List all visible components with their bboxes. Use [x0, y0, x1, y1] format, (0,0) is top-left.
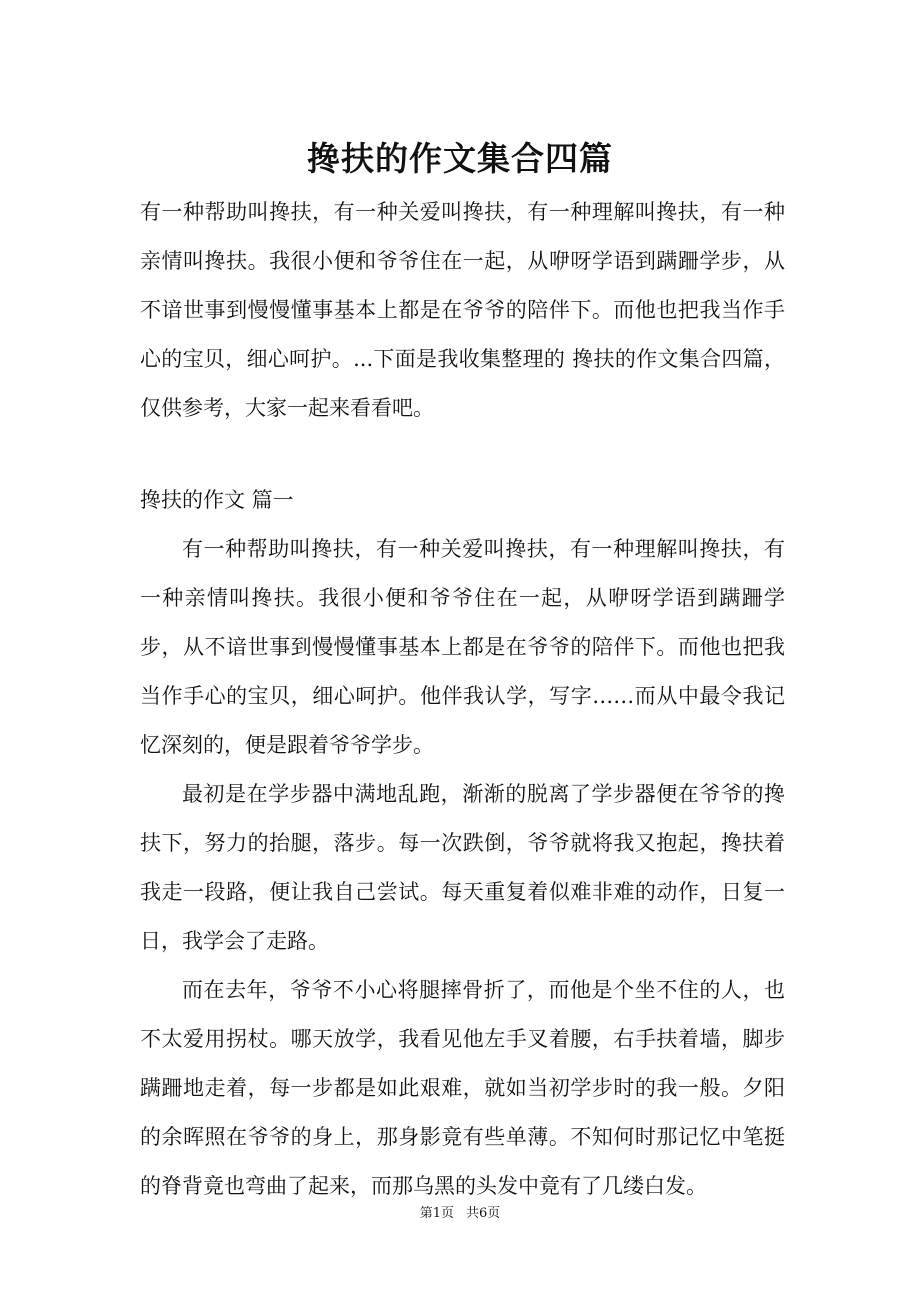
section-heading: 搀扶的作文 篇一 [140, 488, 294, 512]
page-footer [0, 1204, 920, 1224]
body-paragraph-3: 而在去年，爷爷不小心将腿摔骨折了，而他是个坐不住的人，也不太爱用拐杖。哪天放学，我看见他左手叉着腰，右手扶着墙，脚步蹒跚地走着，每一步都是如此艰难，就如当初学步时的我一般。夕阳的余晖照在爷爷的身上，那身影竟有些单薄。不知何时那记忆中笔挺的脊背竟也弯曲了起来，而那乌黑的头发中竟有了几缕白发。 [140, 978, 785, 1198]
body-paragraph-1: 有一种帮助叫搀扶，有一种关爱叫搀扶，有一种理解叫搀扶，有一种亲情叫搀扶。我很小便和爷爷住在一起，从咿呀学语到蹒跚学步，从不谙世事到慢慢懂事基本上都是在爷爷的陪伴下。而他也把我当作手心的宝贝，细心呵护。他伴我认学，写字……而从中最令我记忆深刻的，便是跟着爷爷学步。 [140, 537, 785, 757]
body-paragraph-2: 最初是在学步器中满地乱跑，渐渐的脱离了学步器便在爷爷的搀扶下，努力的抬腿，落步。每一次跌倒，爷爷就将我又抱起，搀扶着我走一段路，便让我自己尝试。每天重复着似难非难的动作，日复一日，我学会了走路。 [140, 782, 785, 953]
document-title: 搀扶的作文集合四篇 [307, 139, 613, 179]
page-total: 共6页 [466, 1206, 501, 1221]
intro-paragraph: 有一种帮助叫搀扶，有一种关爱叫搀扶，有一种理解叫搀扶，有一种亲情叫搀扶。我很小便和爷爷住在一起，从咿呀学语到蹒跚学步，从不谙世事到慢慢懂事基本上都是在爷爷的陪伴下。而他也把我当作手心的宝贝，细心呵护。...下面是我收集整理的 搀扶的作文集合四篇，仅供参考，大家一起来看看吧。 [140, 200, 785, 420]
section-body [140, 525, 785, 1211]
page-number: 第1页 [419, 1206, 454, 1221]
